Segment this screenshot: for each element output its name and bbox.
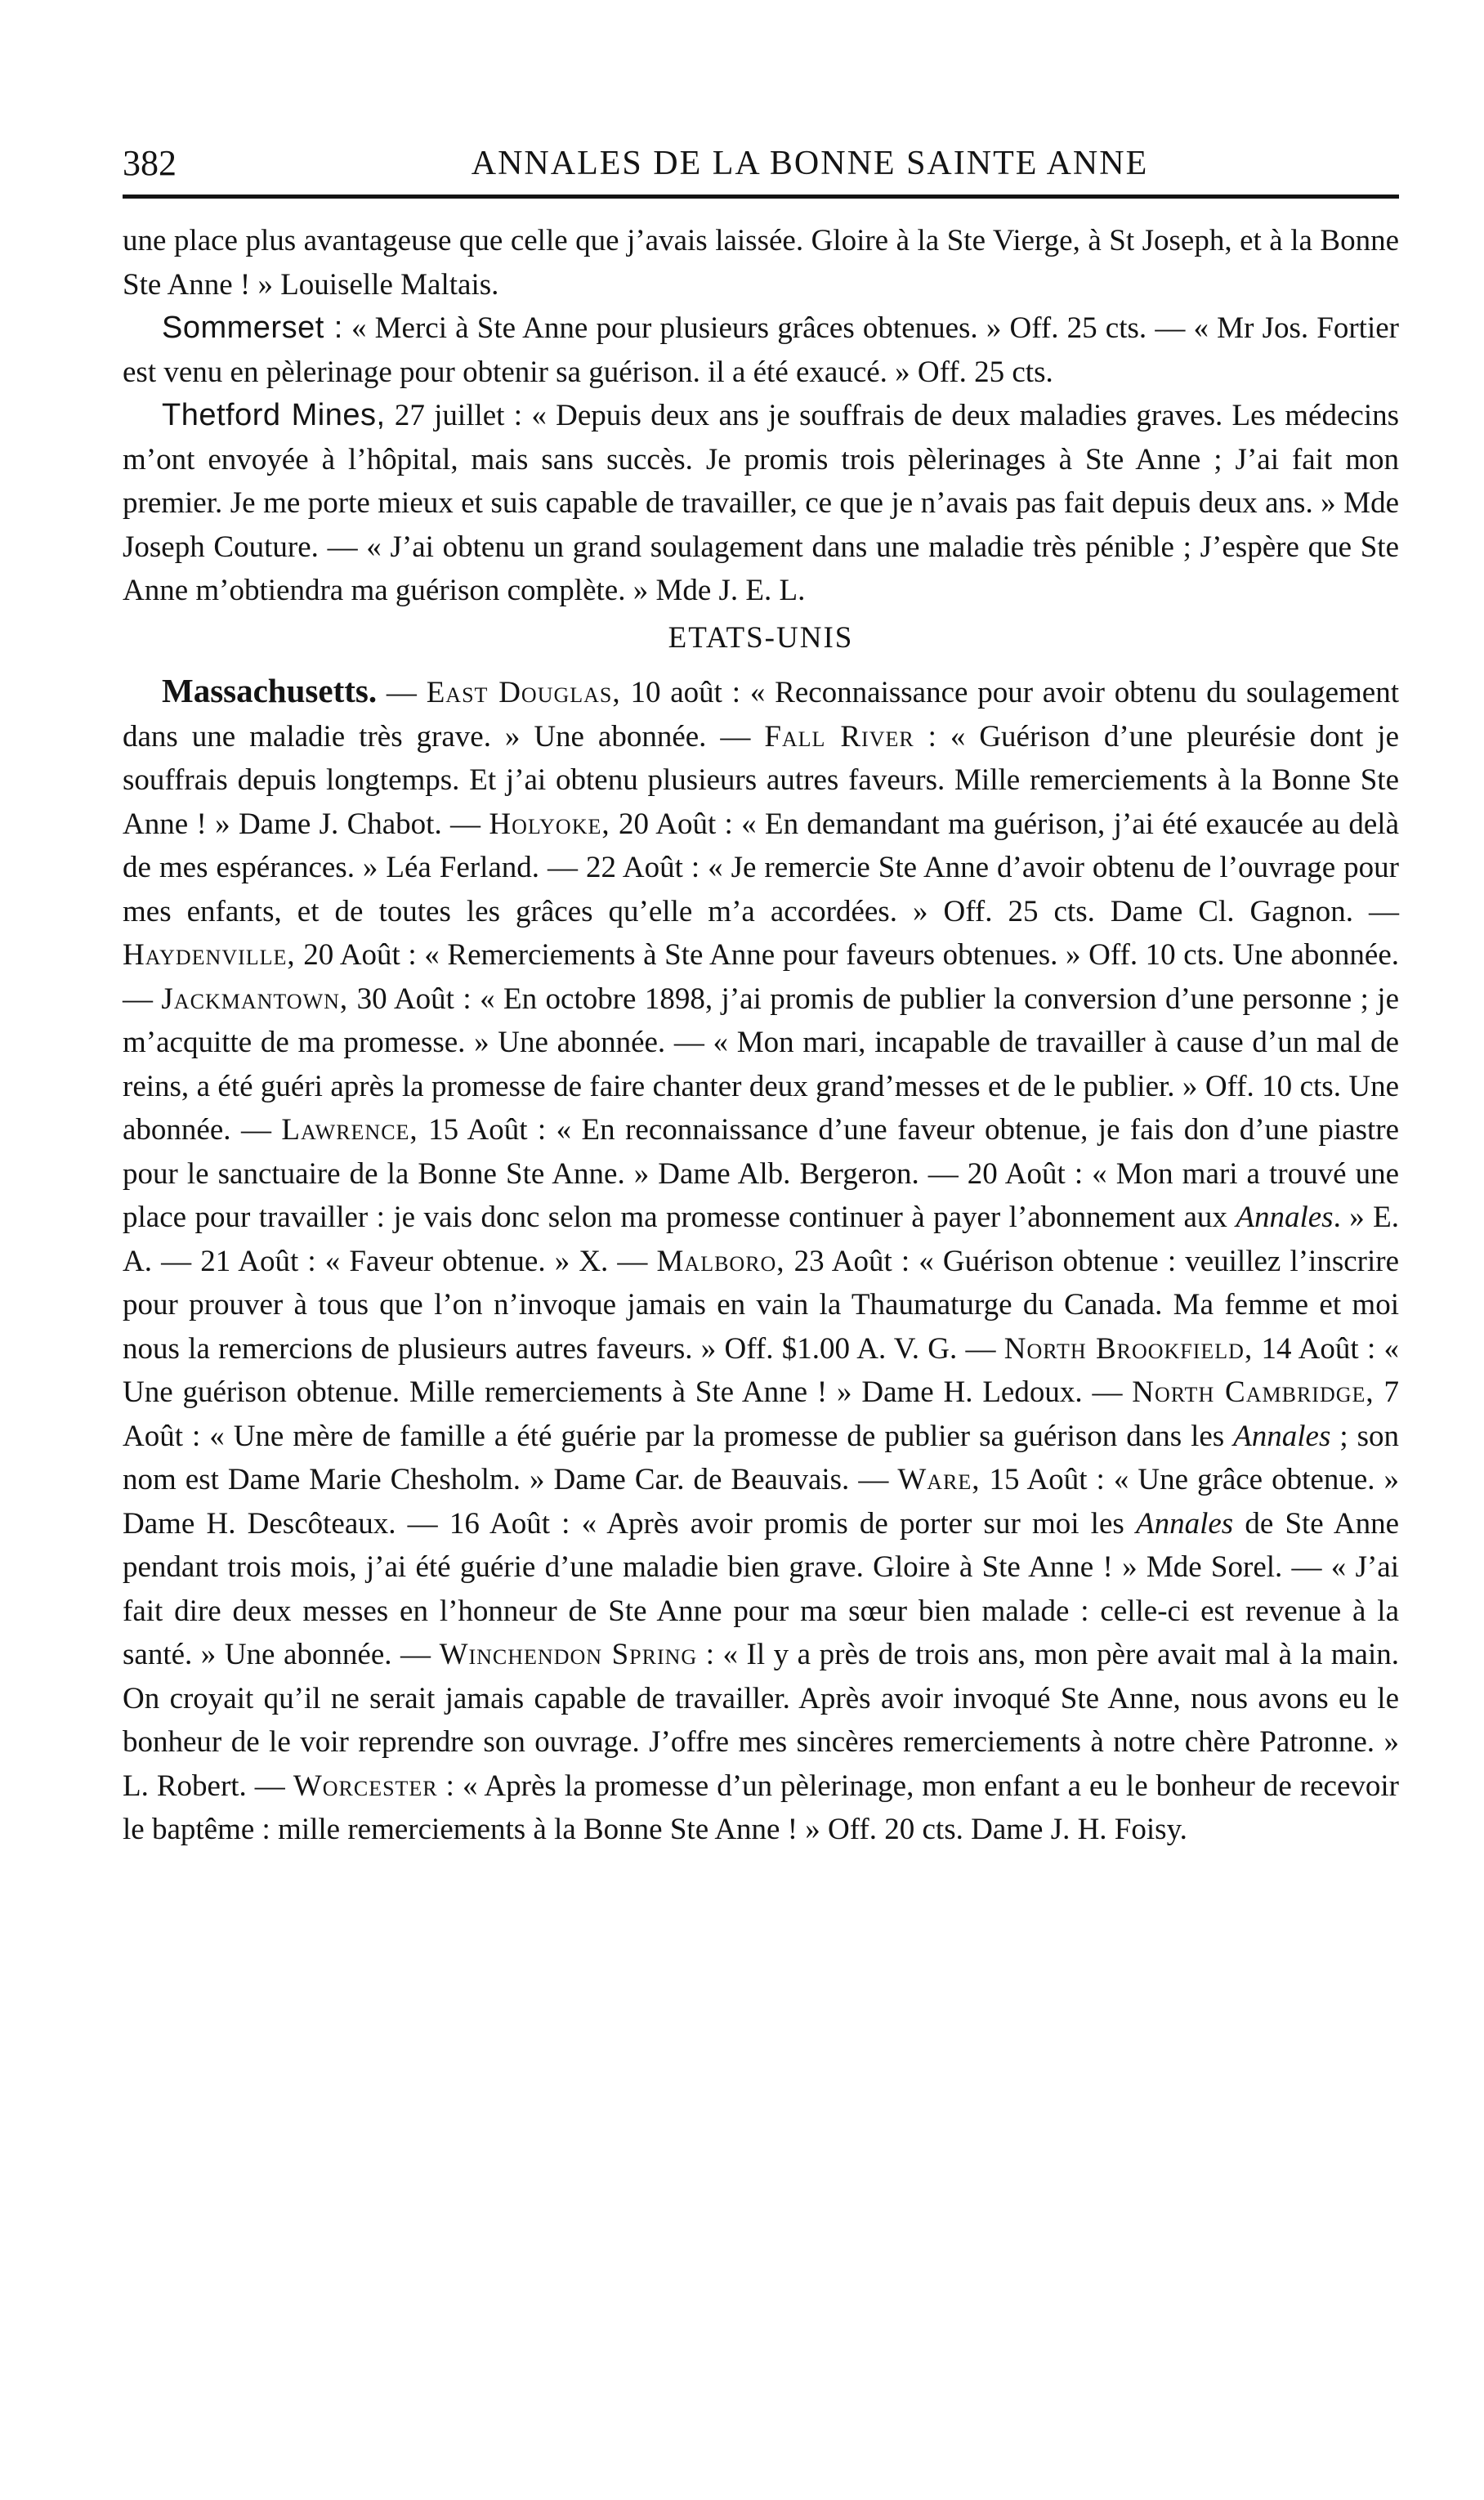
place-name-sommerset: Sommerset :	[162, 311, 343, 345]
town-ware: Ware,	[897, 1463, 981, 1496]
town-jackmantown: Jackmantown,	[161, 982, 349, 1016]
paragraph-text: . » E. A. — 21 Août : « Faveur obtenue. » X. —	[123, 1201, 1399, 1278]
place-name-thetford-mines: Thetford Mines,	[162, 398, 386, 432]
publication-title: Annales	[1135, 1506, 1234, 1541]
publication-title: Annales	[1236, 1201, 1334, 1234]
paragraph-thetford-mines	[123, 394, 1399, 613]
paragraph-text: —	[377, 676, 427, 709]
paragraph-text: : « Il y a près de trois ans, mon père avait mal à la main. On croyait qu’il ne serait jamais capable de travailler. Après avoir invoqué Ste Anne, nous avons eu le bonheur de le voir reprendre son ouvrage. J’offre mes sincères remerciements à notre chère Patronne. » L. Robert. —	[123, 1638, 1400, 1803]
paragraph-text: 10 août : « Reconnaissance pour avoir obtenu du soulagement dans une maladie très grave. » Une abonnée. —	[123, 676, 1400, 754]
paragraph-text: 30 Août : « En octobre 1898, j’ai promis de publier la conversion d’une personne ; je m’acquitte de ma promesse. » Une abonnée. — « Mon mari, incapable de travailler à cause d’un mal de reins, a été guéri après la promesse de faire chanter deux grand’messes et de le publier. » Off. 10 cts. Une abonnée. —	[123, 982, 1399, 1147]
paragraph-continuation	[123, 219, 1399, 306]
running-title: ANNALES DE LA BONNE SAINTE ANNE	[471, 145, 1149, 182]
paragraph-text: 15 Août : « Une grâce obtenue. » Dame H. Descôteaux. — 16 Août : « Après avoir promis de porter sur moi les	[123, 1463, 1400, 1541]
paragraph-text: 20 Août : « Remerciements à Ste Anne pour faveurs obtenues. » Off. 10 cts. Une abonnée. —	[123, 938, 1399, 1016]
place-name-massachusetts: Massachusetts.	[162, 672, 378, 709]
paragraph-massachusetts	[123, 669, 1399, 1852]
town-north-brookfield: North Brookfield,	[1003, 1331, 1254, 1366]
section-heading: ETATS-UNIS	[668, 620, 854, 655]
paragraph-text: 7 Août : « Une mère de famille a été guérie par la promesse de publier sa guérison dans les	[123, 1375, 1399, 1453]
body-text	[123, 219, 1399, 1852]
paragraph-text: : « Après la promesse d’un pèlerinage, mon enfant a eu le bonheur de recevoir le baptême : mille remerciements à la Bonne Ste Anne ! » Off. 20 cts. Dame J. H. Foisy.	[123, 1769, 1399, 1846]
town-haydenville: Haydenville,	[123, 938, 296, 972]
town-worcester: Worcester	[293, 1769, 438, 1803]
page-number: 382	[123, 143, 177, 183]
town-north-cambridge: North Cambridge,	[1132, 1375, 1374, 1409]
paragraph-sommerset	[123, 306, 1399, 394]
paragraph-text: 23 Août : « Guérison obtenue : veuillez l’inscrire pour prouver à tous que l’on n’invoque jamais en vain la Thaumaturge du Canada. Ma femme et moi nous la remercions de plusieurs autres faveurs. » Off. $1.00 A. V. G. —	[123, 1244, 1399, 1366]
paragraph-text: 27 juillet : « Depuis deux ans je souffrais de deux maladies graves. Les médecins m’ont envoyée à l’hôpital, mais sans succès. Je promis trois pèlerinages à Ste Anne ; J’ai fait mon premier. Je me porte mieux et suis capable de travailler, ce que je n’avais pas fait depuis deux ans. » Mde Joseph Couture. — « J’ai obtenu un grand soulagement dans une maladie très pénible ; J’espère que Ste Anne m’obtiendra ma guérison complète. » Mde J. E. L.	[123, 399, 1399, 607]
town-holyoke: Holyoke,	[489, 807, 610, 841]
paragraph-text: 14 Août : « Une guérison obtenue. Mille remerciements à Ste Anne ! » Dame H. Ledoux. —	[123, 1331, 1399, 1409]
paragraph-text: une place plus avantageuse que celle que j’avais laissée. Gloire à la Ste Vierge, à St Joseph, et à la Bonne Ste Anne ! » Louiselle Maltais.	[123, 224, 1399, 302]
town-winchendon-spring: Winchendon Spring	[439, 1638, 698, 1671]
town-lawrence: Lawrence,	[281, 1113, 418, 1147]
paragraph-text: de Ste Anne pendant trois mois, j’ai été guérie d’une maladie bien grave. Gloire à Ste Anne ! » Mde Sorel. — « J’ai fait dire deux messes en l’honneur de Ste Anne pour ma sœur bien malade : celle-ci est revenue à la santé. » Une abonnée. —	[123, 1506, 1399, 1671]
town-malboro: Malboro,	[656, 1244, 785, 1278]
town-fall-river: Fall River	[764, 719, 914, 754]
publication-title: Annales	[1233, 1419, 1331, 1453]
paragraph-text: « Merci à Ste Anne pour plusieurs grâces obtenues. » Off. 25 cts. — « Mr Jos. Fortier est venu en pèlerinage pour obtenir sa guérison. il a été exaucé. » Off. 25 cts.	[123, 311, 1399, 389]
town-east-douglas: East Douglas,	[426, 676, 621, 709]
paragraph-text: 20 Août : « En demandant ma guérison, j’ai été exaucée au delà de mes espérances. » Léa Ferland. — 22 Août : « Je remercie Ste Anne d’avoir obtenu de l’ouvrage pour mes enfants, et de toutes les grâces qu’elle m’a accordées. » Off. 25 cts. Dame Cl. Gagnon. —	[123, 807, 1399, 928]
header-rule	[123, 195, 1399, 199]
paragraph-text: 15 Août : « En reconnaissance d’une faveur obtenue, je fais don d’une piastre pour le sanctuaire de la Bonne Ste Anne. » Dame Alb. Bergeron. — 20 Août : « Mon mari a trouvé une place pour travailler : je vais donc selon ma promesse continuer à payer l’abonnement aux	[123, 1113, 1399, 1234]
running-head	[123, 139, 1399, 196]
paragraph-text: ; son nom est Dame Marie Chesholm. » Dame Car. de Beauvais. —	[123, 1419, 1399, 1496]
paragraph-text: : « Guérison d’une pleurésie dont je souffrais depuis longtemps. Et j’ai obtenu plusieurs autres faveurs. Mille remerciements à la Bonne Ste Anne ! » Dame J. Chabot. —	[123, 719, 1399, 841]
